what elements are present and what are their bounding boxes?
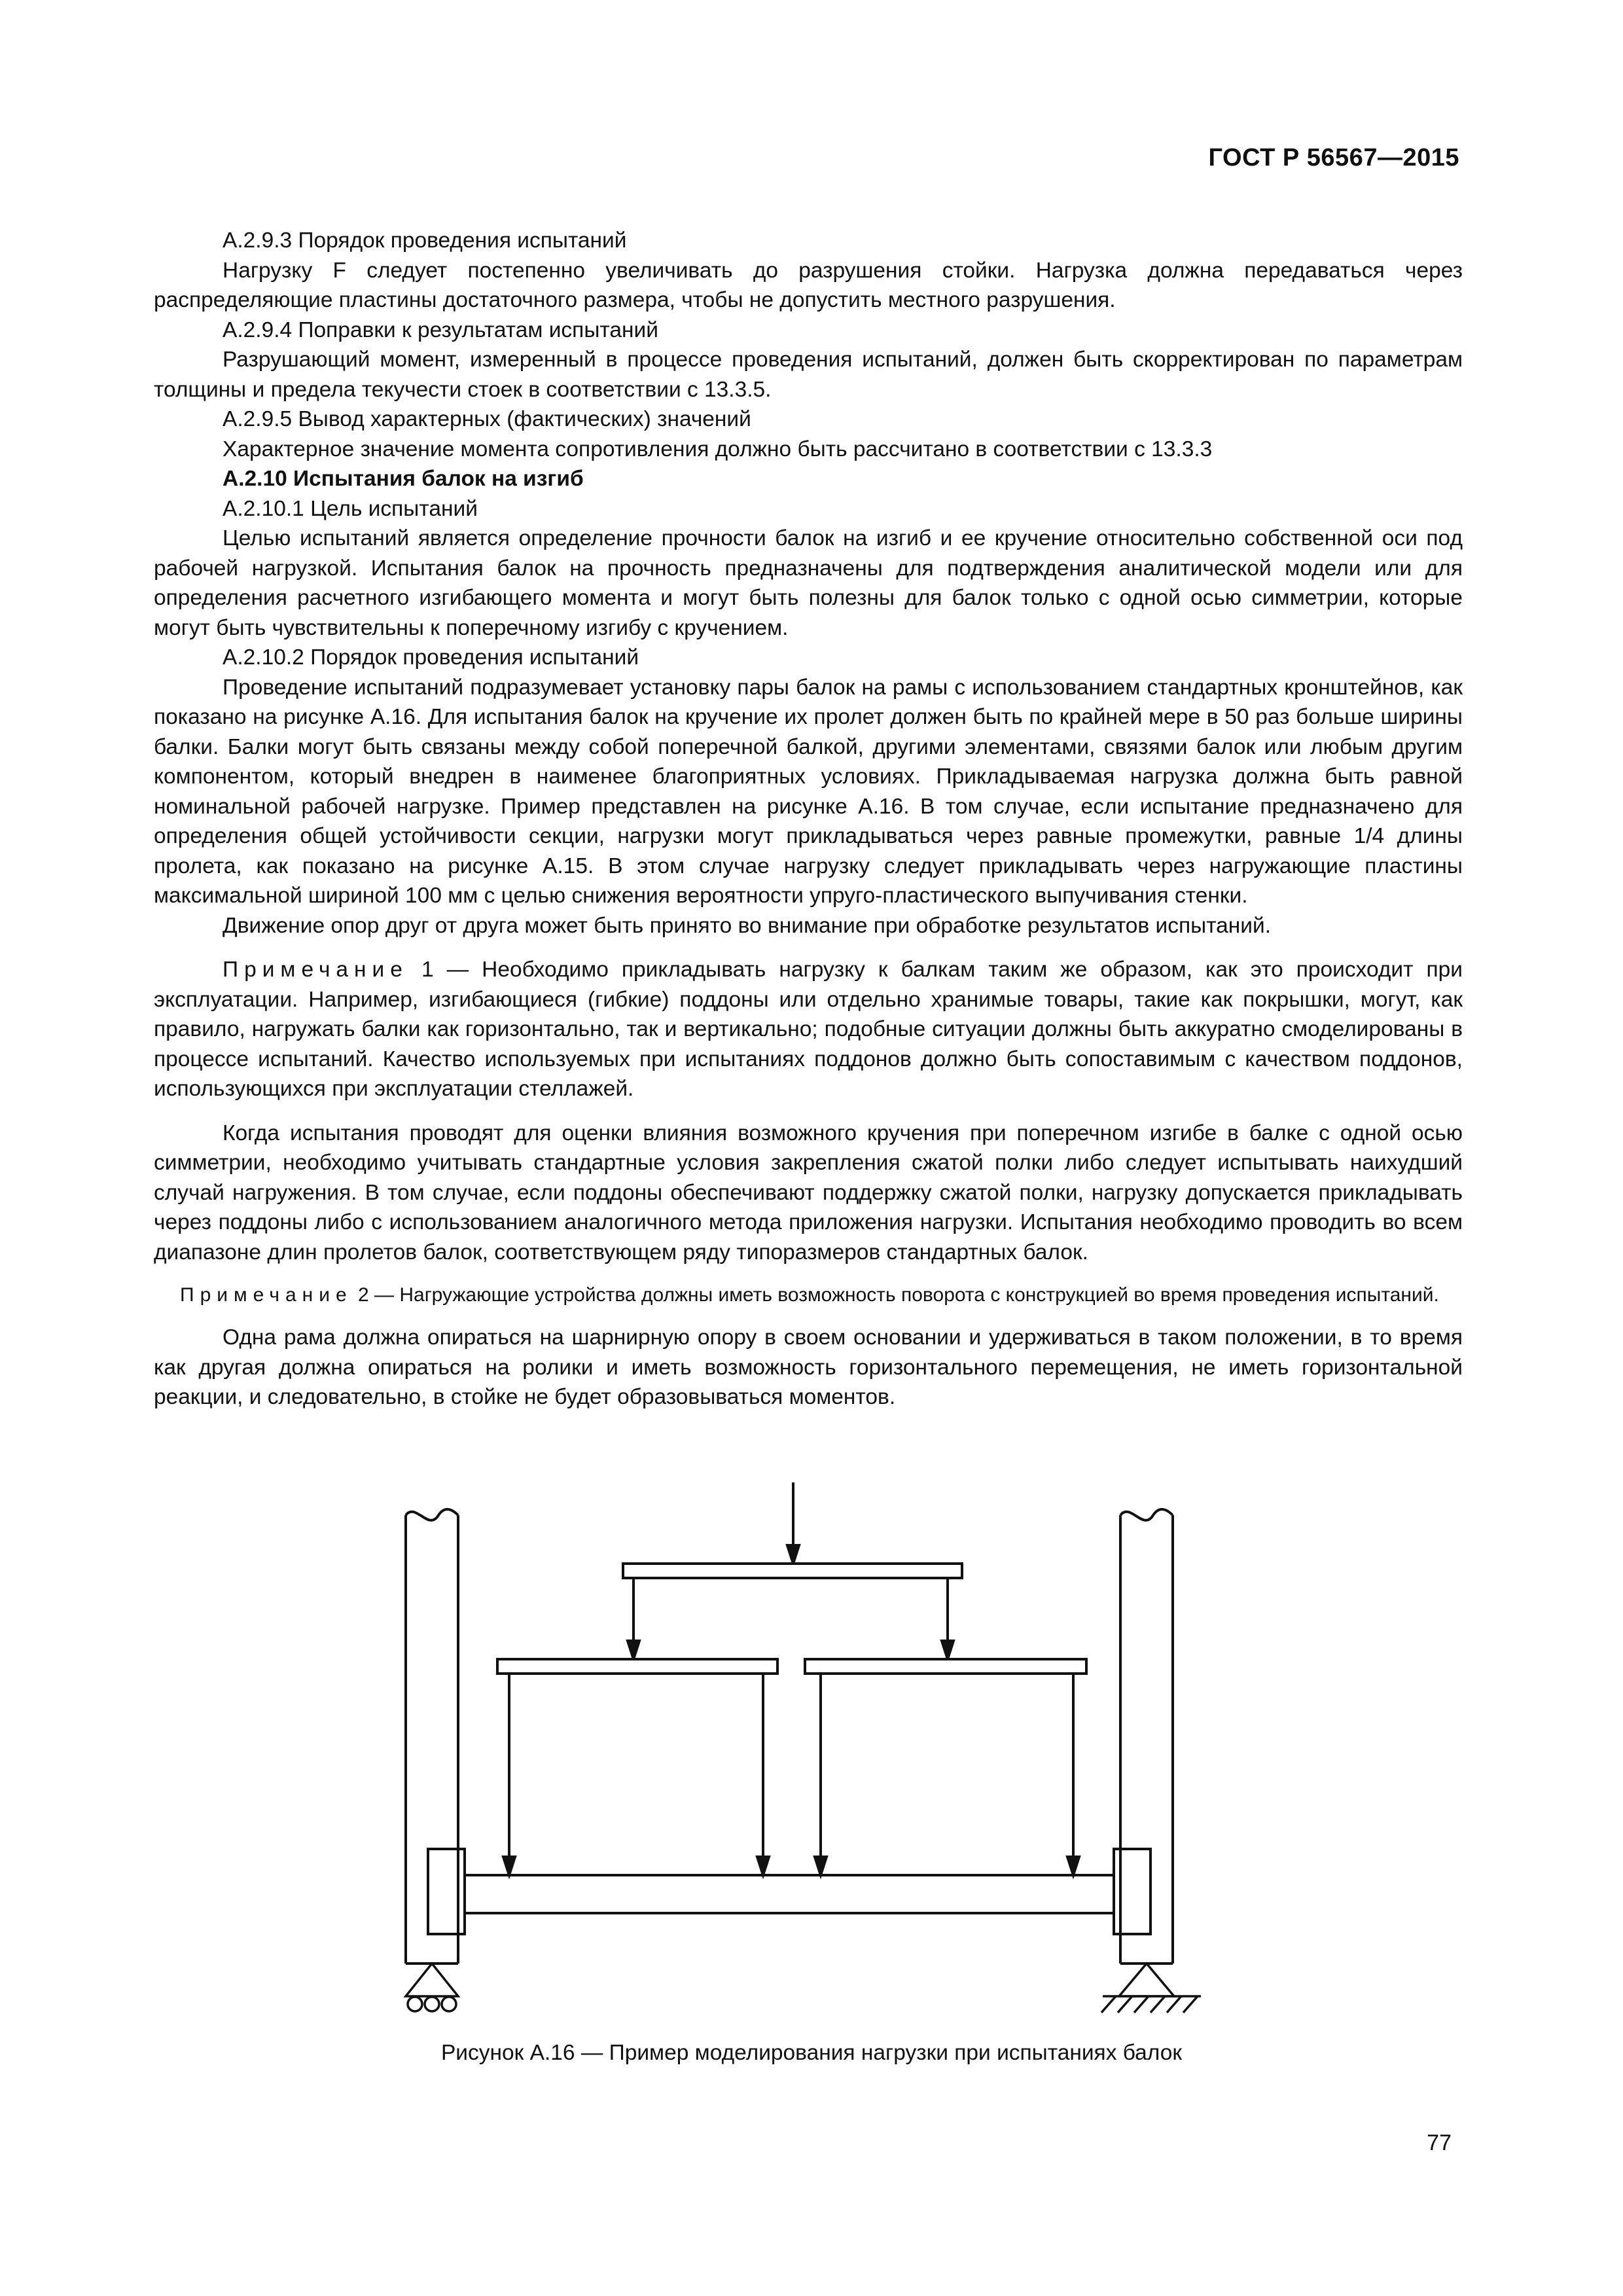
figure-a16 <box>366 1482 1283 2019</box>
right-spreader-beam <box>805 1659 1086 1674</box>
paragraph: Характерное значение момента сопротивления должно быть рассчитано в соответствии с 13.3.3 <box>223 437 1213 461</box>
note-2 <box>154 1282 1463 1308</box>
section-heading: А.2.10 Испытания балок на изгиб <box>223 467 584 491</box>
paragraph: Движение опор друг от друга может быть принято во внимание при обработке результатов испытаний. <box>223 913 1272 938</box>
paragraph: Когда испытания проводят для оценки влияния возможного кручения при поперечном изгибе в балке с одной осью симметрии, необходимо учитывать стандартные условия закрепления сжатой полки либо следует испытывать наихудший случай нагружения. В том случае, если поддоны обеспечивают поддержку сжатой полки, нагрузку допускается прикладывать через поддоны либо с использованием аналогичного метода приложения нагрузки. Испытания необходимо проводить во всем диапазоне длин пролетов балок, соответствующем ряду типоразмеров стандартных балок. <box>154 1121 1463 1265</box>
load-points-arrows <box>503 1674 1079 1875</box>
right-upright <box>1120 1509 1173 1964</box>
subsection-heading: А.2.10.2 Порядок проведения испытаний <box>223 645 639 670</box>
subsection-heading: А.2.10.1 Цель испытаний <box>223 496 478 521</box>
note-text: 2 — Нагружающие устройства должны иметь возможность поворота с конструкцией во время проведения испытаний. <box>358 1284 1439 1306</box>
beam-test-diagram <box>366 1482 1283 2019</box>
paragraph: Нагрузку F следует постепенно увеличивать до разрушения стойки. Нагрузка должна передаваться через распределяющие пластины достаточного размера, чтобы не допустить местного разрушения. <box>154 258 1463 312</box>
left-spreader-beam <box>497 1659 777 1674</box>
pinned-support <box>1101 1964 1201 2013</box>
paragraph: Целью испытаний является определение прочности балок на изгиб и ее кручение относительно собственной оси под рабочей нагрузкой. Испытания балок на прочность предназначены для подтверждения аналитической модели или для определения расчетного изгибающего момента и могут быть полезны для балок только с одной осью симметрии, которые могут быть чувствительны к поперечному изгибу с кручением. <box>154 526 1463 640</box>
spreader-arrows-upper <box>628 1578 954 1659</box>
body-text <box>154 226 1463 1412</box>
document-header: ГОСТ Р 56567—2015 <box>1208 144 1459 171</box>
paragraph: Одна рама должна опираться на шарнирную опору в своем основании и удерживаться в таком положении, в то время как другая должна опираться на ролики и иметь возможность горизонтального перемещения, не иметь горизонтальной реакции, и следовательно, в стойке не будет образовываться моментов. <box>154 1325 1463 1409</box>
note-text: 1 — Необходимо прикладывать нагрузку к балкам таким же образом, как это происходит при эксплуатации. Например, изгибающиеся (гибкие) поддоны или отдельно хранимые товары, такие как покрышки, могут, как правило, нагружать балки как горизонтально, так и вертикально; подобные ситуации должны быть аккуратно смоделированы в процессе испытаний. Качество используемых при испытаниях поддонов должно быть сопоставимым с качеством поддонов, использующихся при эксплуатации стеллажей. <box>154 958 1463 1101</box>
subsection-heading: А.2.9.4 Поправки к результатам испытаний <box>223 317 658 342</box>
main-load-arrow <box>787 1482 799 1564</box>
paragraph: Проведение испытаний подразумевает установку пары балок на рамы с использованием стандартных кронштейнов, как показано на рисунке А.16. Для испытания балок на кручение их пролет должен быть по крайней мере в 50 раз больше ширины балки. Балки могут быть связаны между собой поперечной балкой, другими элементами, связями балок или любым другим компонентом, который внедрен в наименее благоприятных условиях. Прикладываемая нагрузка должна быть равной номинальной рабочей нагрузке. Пример представлен на рисунке А.16. В том случае, если испытание предназначено для определения общей устойчивости секции, нагрузки могут прикладываться через равные промежутки, равные 1/4 длины пролета, как показано на рисунке А.15. В этом случае нагрузку следует прикладывать через нагружающие пластины максимальной шириной 100 мм с целью снижения вероятности упруго-пластического выпучивания стенки. <box>154 675 1463 908</box>
test-beam <box>465 1875 1114 1913</box>
left-upright <box>406 1509 458 1964</box>
page-number: 77 <box>1427 2130 1452 2155</box>
roller-support <box>406 1964 458 2011</box>
note-label: Примечание <box>180 1284 353 1306</box>
subsection-heading: А.2.9.3 Порядок проведения испытаний <box>223 228 627 253</box>
note-1 <box>154 955 1463 1104</box>
subsection-heading: А.2.9.5 Вывод характерных (фактических) значений <box>223 407 751 431</box>
note-label: Примечание <box>223 958 408 982</box>
paragraph: Разрушающий момент, измеренный в процессе проведения испытаний, должен быть скорректирован по параметрам толщины и предела текучести стоек в соответствии с 13.3.5. <box>154 348 1463 402</box>
top-spreader-beam <box>623 1564 962 1578</box>
figure-caption: Рисунок А.16 — Пример моделирования нагрузки при испытаниях балок <box>440 2041 1183 2065</box>
